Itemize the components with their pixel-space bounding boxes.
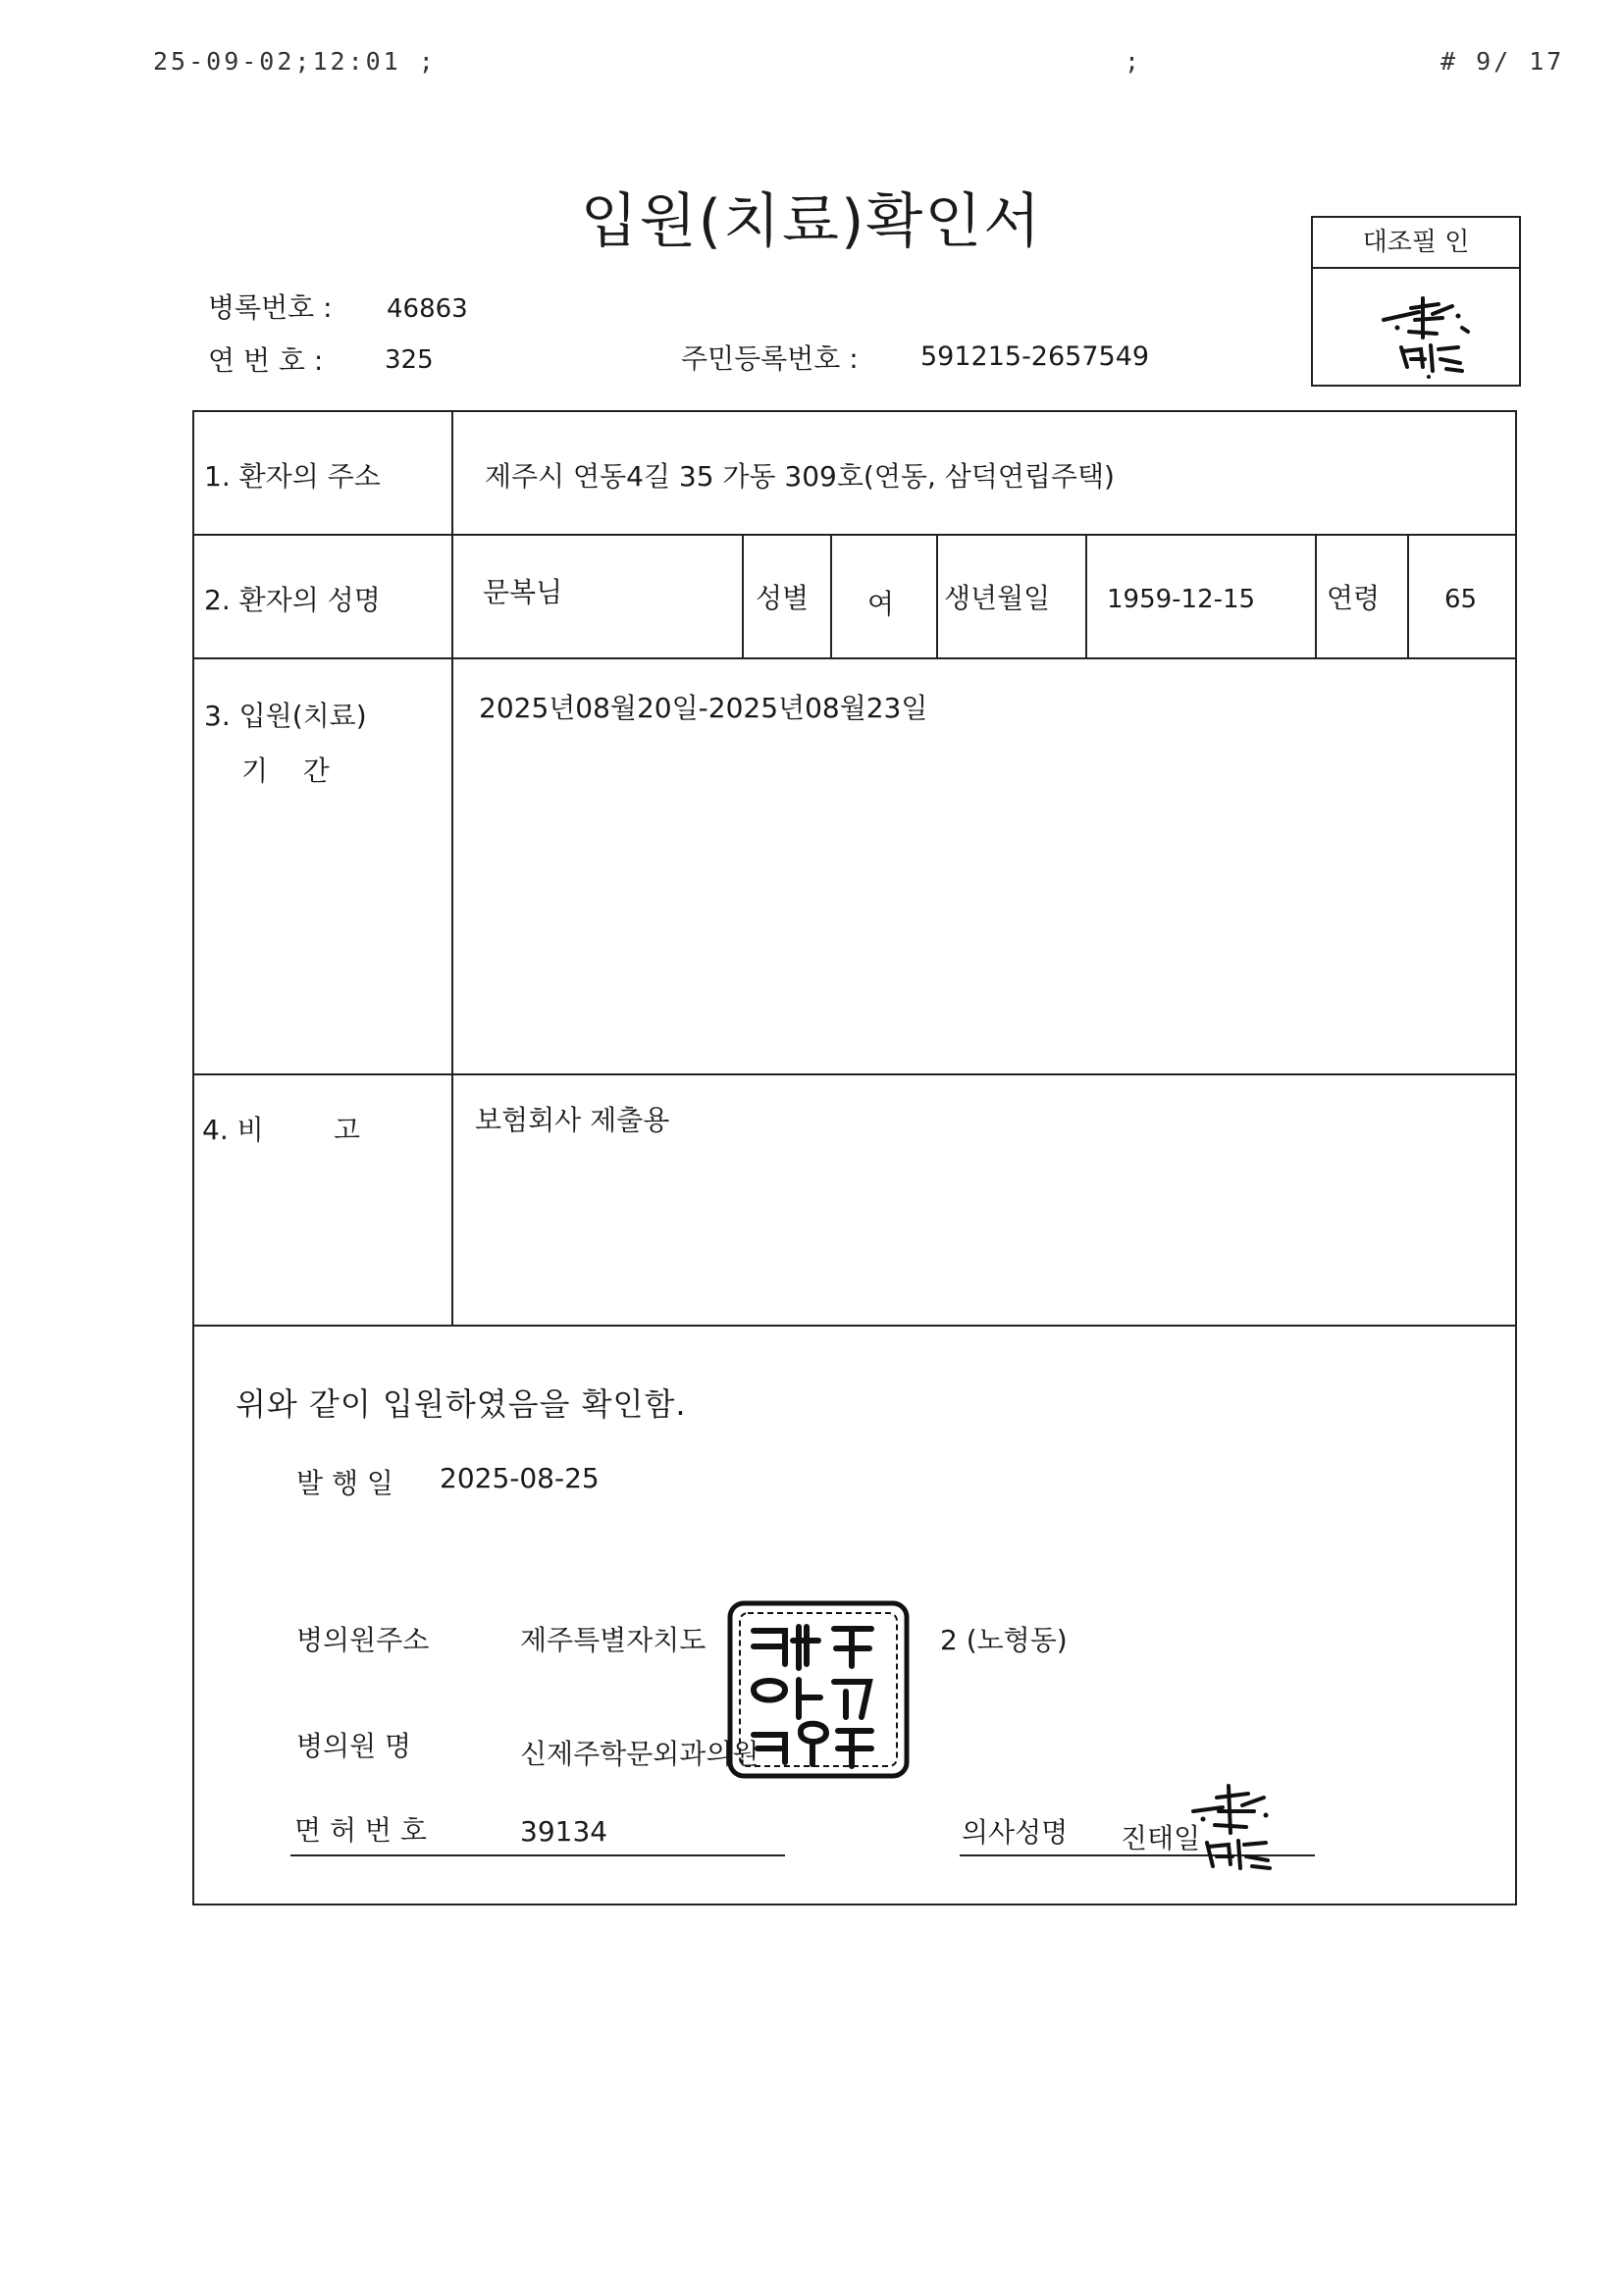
column-divider xyxy=(1085,534,1087,657)
period-label-line1: 3. 입원(치료) xyxy=(204,700,367,732)
license-number-label: 면 허 번 호 xyxy=(294,1814,427,1847)
column-divider xyxy=(830,534,832,657)
remarks-label: 4. 비 고 xyxy=(202,1114,360,1146)
license-number-value: 39134 xyxy=(520,1815,608,1848)
address-label: 1. 환자의 주소 xyxy=(204,460,381,493)
doctor-name-label: 의사성명 xyxy=(962,1816,1069,1849)
row-divider xyxy=(194,534,1517,536)
age-label: 연령 xyxy=(1327,582,1381,614)
column-divider xyxy=(742,534,744,657)
doctor-name-value: 진태일 xyxy=(1121,1822,1201,1854)
hospital-name-value: 신제주학문외과의원 xyxy=(520,1738,759,1770)
record-number-value: 46863 xyxy=(387,294,468,324)
row-divider xyxy=(194,657,1517,659)
age-value: 65 xyxy=(1444,585,1478,614)
issue-date-value: 2025-08-25 xyxy=(440,1462,600,1494)
document-title: 입원(치료)확인서 xyxy=(580,187,1043,256)
birth-date-label: 생년월일 xyxy=(944,582,1051,614)
column-divider xyxy=(451,412,453,1325)
license-underline xyxy=(290,1854,785,1856)
hospital-address-label: 병의원주소 xyxy=(296,1624,430,1656)
confirmation-statement: 위와 같이 입원하였음을 확인함. xyxy=(236,1385,687,1423)
birth-date-value: 1959-12-15 xyxy=(1107,585,1256,614)
doctor-signature-stamp xyxy=(1174,1772,1283,1882)
address-value: 제주시 연동4길 35 가동 309호(연동, 삼덕연립주택) xyxy=(485,460,1115,493)
sex-label: 성별 xyxy=(756,582,810,614)
sex-value: 여 xyxy=(867,588,895,620)
period-label-line2: 기 간 xyxy=(241,755,330,787)
column-divider xyxy=(1315,534,1317,657)
row-divider xyxy=(194,1073,1517,1075)
verification-seal-label: 대조필 인 xyxy=(1313,218,1519,269)
hospital-address-value-b: 2 (노형동) xyxy=(940,1624,1068,1656)
resident-number-value: 591215-2657549 xyxy=(920,341,1150,372)
row-divider xyxy=(194,1325,1517,1327)
column-divider xyxy=(1407,534,1409,657)
patient-name-label: 2. 환자의 성명 xyxy=(204,584,381,616)
serial-number-label: 연 번 호 : xyxy=(208,344,324,377)
fax-header-left: 25-09-02;12:01 ; xyxy=(153,47,437,76)
period-value: 2025년08월20일-2025년08월23일 xyxy=(479,692,928,724)
hospital-address-value-a: 제주특별자치도 xyxy=(520,1624,707,1656)
column-divider xyxy=(936,534,938,657)
issue-date-label: 발 행 일 xyxy=(296,1467,393,1499)
record-number-label: 병록번호 : xyxy=(208,291,333,324)
fax-header-right: # 9/ 17 xyxy=(1440,47,1565,76)
remarks-value: 보험회사 제출용 xyxy=(475,1104,670,1136)
verification-seal-box xyxy=(1311,216,1521,387)
verification-stamp-mark xyxy=(1313,269,1515,385)
serial-number-value: 325 xyxy=(385,345,434,375)
fax-header-middle: ; xyxy=(1125,47,1143,76)
hospital-seal xyxy=(724,1595,915,1786)
patient-name-value: 문복님 xyxy=(483,576,563,608)
resident-number-label: 주민등록번호 : xyxy=(681,342,859,375)
hospital-name-label: 병의원 명 xyxy=(296,1730,412,1762)
